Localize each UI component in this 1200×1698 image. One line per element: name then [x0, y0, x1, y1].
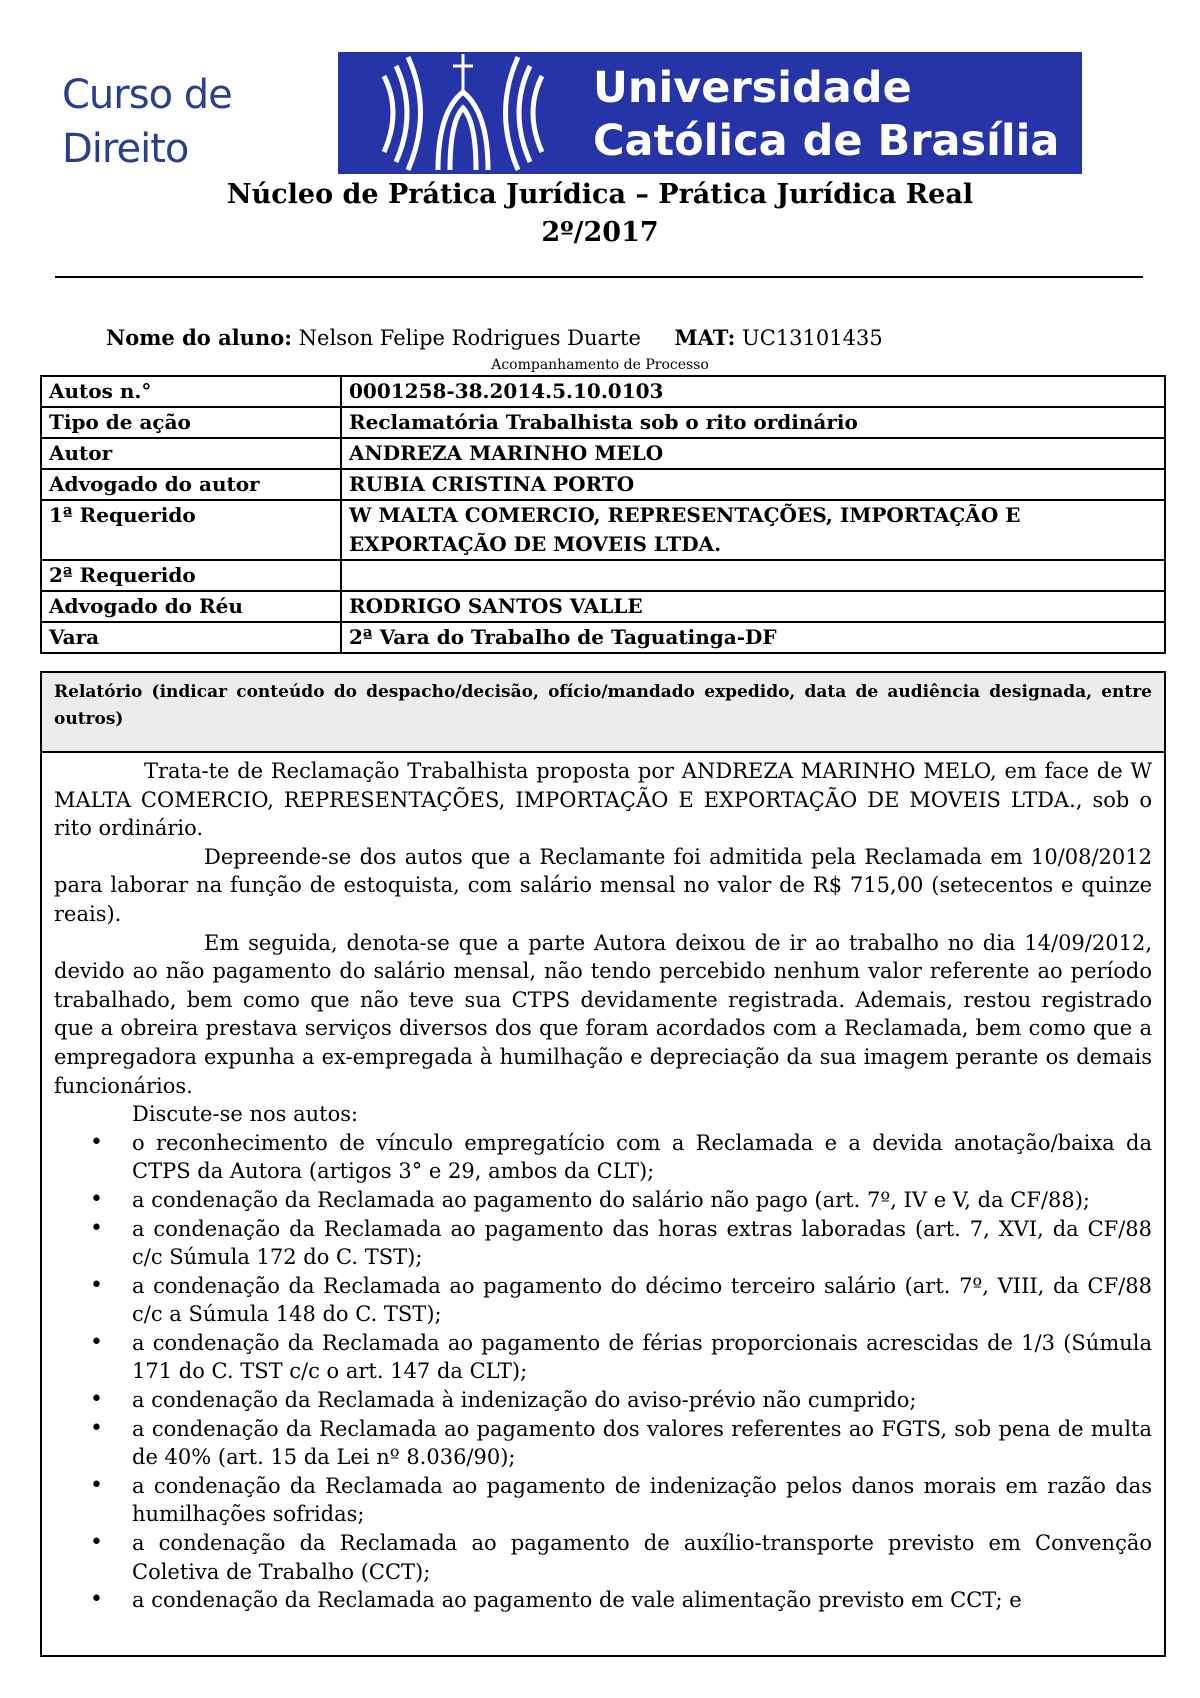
student-line — [106, 324, 883, 352]
list-item: • a condenação da Reclamada ao pagamento do salário não pago (art. 7º, IV e V, da CF/88); — [132, 1186, 1152, 1215]
case-field-label: Autor — [41, 438, 341, 469]
claims-list — [54, 1129, 1152, 1615]
case-field-label: Vara — [41, 622, 341, 653]
report-paragraph: Depreende-se dos autos que a Reclamante foi admitida pela Reclamada em 10/08/2012 para laborar na função de estoquista, com salário mensal no valor de R$ 715,00 (setecentos e quinze reais). — [54, 844, 1152, 926]
report-box — [40, 671, 1166, 1657]
case-field-value: RODRIGO SANTOS VALLE — [341, 591, 1165, 622]
table-row — [41, 591, 1165, 622]
page-title: Núcleo de Prática Jurídica – Prática Jurídica Real — [226, 179, 974, 210]
table-row — [41, 622, 1165, 653]
report-paragraph: Em seguida, denota-se que a parte Autora deixou de ir ao trabalho no dia 14/09/2012, devido ao não pagamento do salário mensal, não tendo percebido nenhum valor referente ao período trabalhado, bem como que não teve sua CTPS devidamente registrada. Ademais, restou registrado que a obreira prestava serviços diversos dos que foram acordados com a Reclamada, bem como que a empregadora expunha a ex-empregada à humilhação e depreciação da sua imagem perante os demais funcionários. — [54, 930, 1152, 1098]
report-heading: Relatório (indicar conteúdo do despacho/decisão, ofício/mandado expedido, data de audiência designada, entre outros) — [42, 673, 1164, 753]
list-item: • a condenação da Reclamada ao pagamento de férias proporcionais acrescidas de 1/3 (Súmula 171 do C. TST c/c o art. 147 da CLT); — [132, 1329, 1152, 1386]
table-row — [41, 469, 1165, 500]
case-field-label: 1ª Requerido — [41, 500, 341, 560]
university-banner — [338, 52, 1082, 174]
page-header — [0, 176, 1200, 252]
student-mat-value: UC13101435 — [742, 326, 883, 350]
table-row — [41, 376, 1165, 407]
case-field-value: W MALTA COMERCIO, REPRESENTAÇÕES, IMPORTAÇÃO E EXPORTAÇÃO DE MOVEIS LTDA. — [341, 500, 1165, 560]
list-item: • a condenação da Reclamada ao pagamento de indenização pelos danos morais em razão das humilhações sofridas; — [132, 1472, 1152, 1529]
case-field-value: 2ª Vara do Trabalho de Taguatinga-DF — [341, 622, 1165, 653]
table-row — [41, 407, 1165, 438]
table-row — [41, 438, 1165, 469]
student-mat-label: MAT: — [674, 325, 736, 350]
university-name-line1: Universidade — [593, 63, 912, 113]
table-row — [41, 560, 1165, 591]
list-item: • a condenação da Reclamada ao pagamento de vale alimentação previsto em CCT; e — [132, 1586, 1152, 1615]
list-item: • a condenação da Reclamada ao pagamento de auxílio-transporte previsto em Convenção Coletiva de Trabalho (CCT); — [132, 1529, 1152, 1586]
case-field-value: RUBIA CRISTINA PORTO — [341, 469, 1165, 500]
report-paragraph: Trata-te de Reclamação Trabalhista proposta por ANDREZA MARINHO MELO, em face de W MALTA COMERCIO, REPRESENTAÇÕES, IMPORTAÇÃO E EXPORTAÇÃO DE MOVEIS LTDA., sob o rito ordinário. — [54, 759, 1152, 841]
case-field-label: Advogado do autor — [41, 469, 341, 500]
header-divider — [55, 276, 1143, 278]
table-caption: Acompanhamento de Processo — [491, 357, 709, 373]
case-info-table — [40, 375, 1166, 654]
case-field-value: 0001258-38.2014.5.10.0103 — [341, 376, 1165, 407]
report-body — [42, 753, 1164, 1615]
list-item: • a condenação da Reclamada à indenização do aviso-prévio não cumprido; — [132, 1386, 1152, 1415]
university-emblem-icon — [338, 52, 588, 174]
report-paragraph: Discute-se nos autos: — [132, 1102, 359, 1127]
course-logo — [62, 68, 232, 176]
course-logo-line1: Curso de — [62, 72, 232, 118]
list-item: • a condenação da Reclamada ao pagamento dos valores referentes ao FGTS, sob pena de multa de 40% (art. 15 da Lei nº 8.036/90); — [132, 1415, 1152, 1472]
list-item: • a condenação da Reclamada ao pagamento das horas extras laboradas (art. 7, XVI, da CF/88 c/c Súmula 172 do C. TST); — [132, 1215, 1152, 1272]
case-field-label: 2ª Requerido — [41, 560, 341, 591]
case-field-value: ANDREZA MARINHO MELO — [341, 438, 1165, 469]
course-logo-line2: Direito — [62, 126, 189, 172]
case-field-value: Reclamatória Trabalhista sob o rito ordinário — [341, 407, 1165, 438]
list-item: • a condenação da Reclamada ao pagamento do décimo terceiro salário (art. 7º, VIII, da CF/88 c/c a Súmula 148 do C. TST); — [132, 1272, 1152, 1329]
case-field-value — [341, 560, 1165, 591]
case-field-label: Tipo de ação — [41, 407, 341, 438]
table-row — [41, 500, 1165, 560]
student-name-value: Nelson Felipe Rodrigues Duarte — [298, 326, 641, 350]
university-name-line2: Católica de Brasília — [593, 116, 1060, 166]
list-item: • o reconhecimento de vínculo empregatício com a Reclamada e a devida anotação/baixa da CTPS da Autora (artigos 3° e 29, ambos da CLT); — [132, 1129, 1152, 1186]
case-field-label: Advogado do Réu — [41, 591, 341, 622]
student-name-label: Nome do aluno: — [106, 325, 292, 350]
case-field-label: Autos n.° — [41, 376, 341, 407]
page-period: 2º/2017 — [541, 217, 659, 248]
